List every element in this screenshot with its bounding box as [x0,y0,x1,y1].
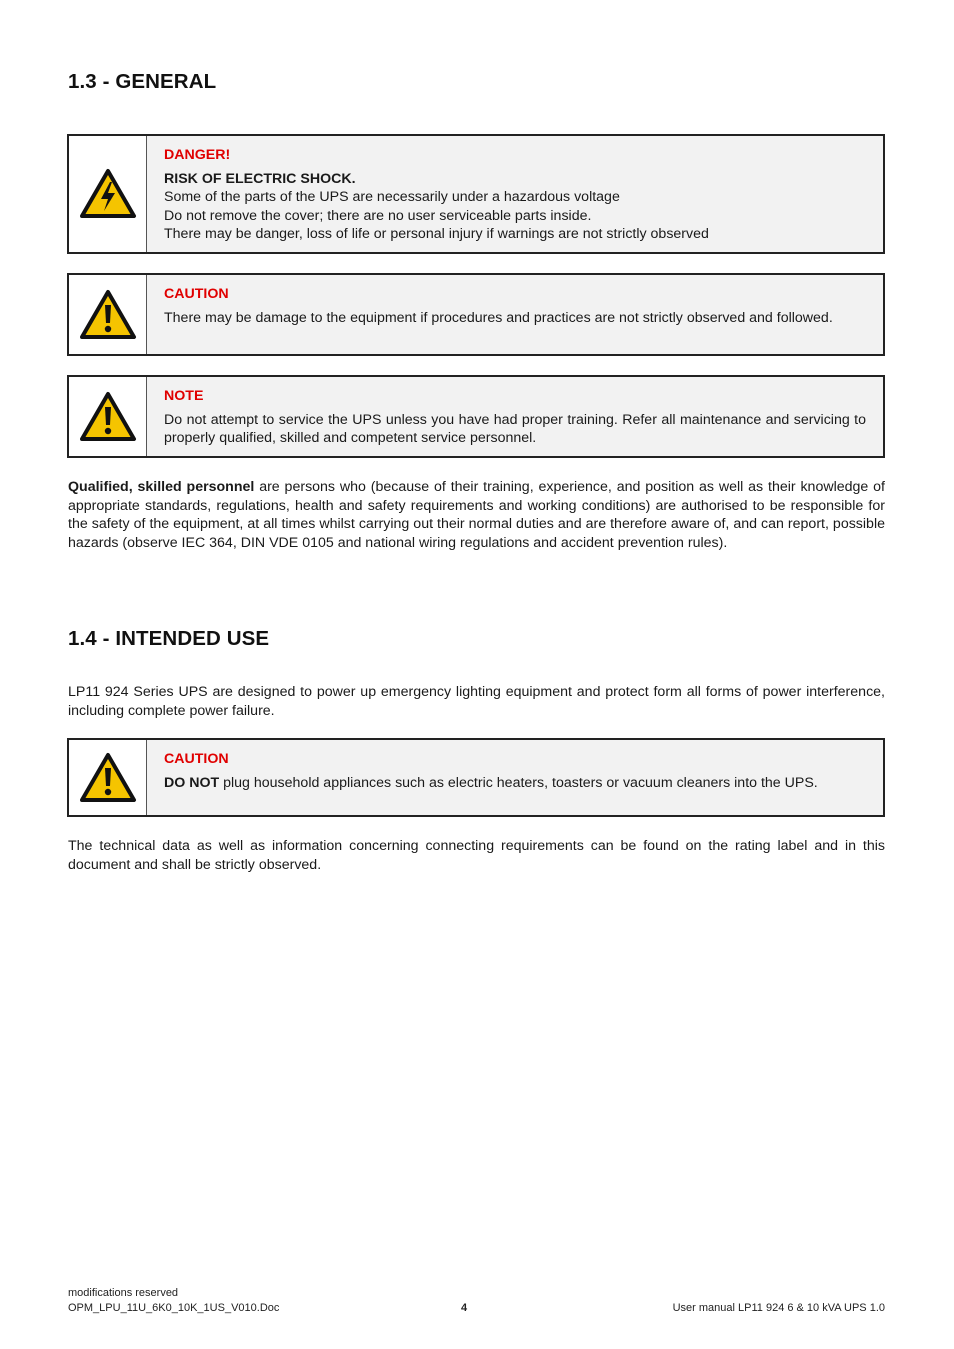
caution-body-1: There may be damage to the equipment if procedures and practices are not strictly observed and followed. [164,309,833,326]
exclamation-warning-icon [79,391,137,443]
danger-line-3: There may be danger, loss of life or personal injury if warnings are not strictly observed [164,226,709,243]
caution-label-1: CAUTION [164,286,229,302]
footer-modifications: modifications reserved [68,1287,179,1299]
note-body: Do not attempt to service the UPS unless you have had proper training. Refer all maintenance and servicing to properly qualified, skilled and competent service personnel. [164,411,866,447]
caution-notice-box-1 [67,273,885,356]
caution-icon-cell-1 [69,275,147,354]
caution-text-1 [147,275,883,354]
qualified-personnel-text: are persons who (because of their training, experience, and position as well as their knowledge of appropriate standards, regulations, health and safety requirements and working conditions) are authorised to be responsible for the safety of the equipment, at all times whilst carrying out their normal duties and are therefore aware of, and can report, possible hazards (observe IEC 364, DIN VDE 0105 and national wiring regulations and accident prevention rules). [68,479,885,551]
caution-label-2: CAUTION [164,751,229,767]
note-notice-box [67,375,885,458]
section-title-intended-use: 1.4 - INTENDED USE [68,627,270,650]
note-text [147,377,883,456]
footer-manual-title: User manual LP11 924 6 & 10 kVA UPS 1.0 [672,1302,885,1314]
electric-shock-warning-icon [79,168,137,220]
qualified-personnel-paragraph [68,478,885,552]
qualified-personnel-lead: Qualified, skilled personnel [68,479,255,495]
caution-body-2-text: plug household appliances such as electric heaters, toasters or vacuum cleaners into the UPS. [219,774,818,791]
danger-icon-cell [69,136,147,252]
note-icon-cell [69,377,147,456]
technical-data-paragraph: The technical data as well as information concerning connecting requirements can be found on the rating label and in this document and shall be strictly observed. [68,838,885,873]
danger-label: DANGER! [164,147,231,163]
intended-use-paragraph: LP11 924 Series UPS are designed to power up emergency lighting equipment and protect form all forms of power interference, including complete power failure. [68,684,885,719]
danger-notice-box [67,134,885,254]
exclamation-warning-icon [79,752,137,804]
danger-line-2: Do not remove the cover; there are no user serviceable parts inside. [164,207,592,224]
exclamation-warning-icon [79,289,137,341]
caution-body-2-lead: DO NOT [164,774,220,791]
danger-text [147,136,883,252]
footer-doc-name: OPM_LPU_11U_6K0_10K_1US_V010.Doc [68,1302,280,1314]
note-label: NOTE [164,388,204,404]
caution-icon-cell-2 [69,740,147,815]
danger-heading: RISK OF ELECTRIC SHOCK. [164,170,356,187]
caution-text-2 [147,740,883,815]
section-title-general: 1.3 - GENERAL [68,70,217,93]
footer-page-number: 4 [461,1302,468,1314]
danger-line-1: Some of the parts of the UPS are necessarily under a hazardous voltage [164,189,620,206]
caution-notice-box-2 [67,738,885,817]
caution-body-2 [164,774,866,793]
